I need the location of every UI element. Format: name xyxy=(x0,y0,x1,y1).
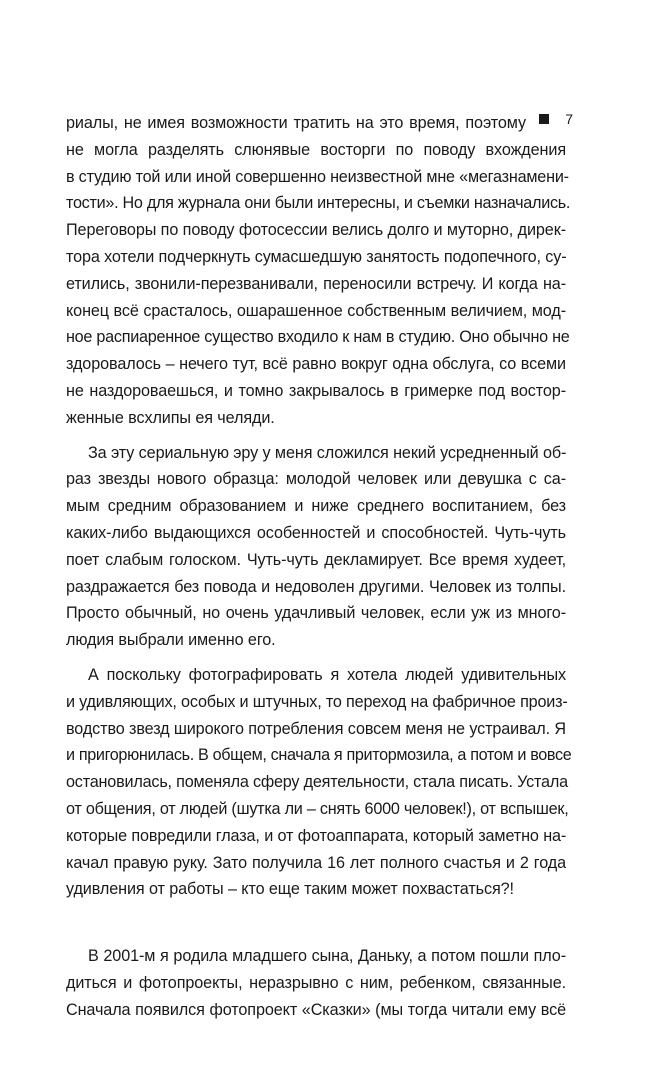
text-line: женные всхлипы ея челяди. xyxy=(66,408,275,427)
text-line: и удивляющих, особых и штучных, то переход на фабричное произ- xyxy=(66,692,568,711)
paragraph-3 xyxy=(66,662,572,903)
text-line: остановилась, поменяла сферу деятельности, стала писать. Устала xyxy=(66,773,568,792)
text-line: людия выбрали именно его. xyxy=(66,631,276,650)
text-line: Переговоры по поводу фотосессии велись долго и муторно, дирек- xyxy=(66,221,566,240)
text-line: удивления от работы – кто еще таким может похвастаться?! xyxy=(66,880,514,899)
paragraph-1 xyxy=(66,110,571,432)
text-line: В 2001-м я родила младшего сына, Даньку, а потом пошли пло- xyxy=(88,947,566,966)
text-line: тости». Но для журнала они были интересны, и съемки назначались. xyxy=(66,194,571,213)
text-line: раздражается без повода и недоволен другими. Человек из толпы. xyxy=(66,577,566,596)
text-line: риалы, не имея возможности тратить на это время, поэтому xyxy=(66,114,526,132)
text-line: в студию той или иной совершенно неизвестной мне «мегазнамени- xyxy=(66,167,569,186)
text-line: раз звезды нового образца: молодой человек или девушка с са- xyxy=(66,470,566,489)
text-line: диться и фотопроекты, неразрывно с ним, ребенком, связанные. xyxy=(66,973,566,992)
text-line: За эту сериальную эру у меня сложился некий усредненный об- xyxy=(88,443,567,462)
text-line: не могла разделять слюнявые восторги по поводу вхождения xyxy=(66,140,566,159)
text-line: и пригорюнилась. В общем, сначала я притормозила, а потом и вовсе xyxy=(66,746,572,765)
text-line: качал правую руку. Зато получила 16 лет полного счастья и 2 года xyxy=(66,853,566,872)
text-line: А поскольку фотографировать я хотела людей удивительных xyxy=(88,665,566,684)
paragraph-2 xyxy=(66,440,566,654)
paragraph-4 xyxy=(66,943,566,1023)
text-line: не наздороваешься, и томно закрывалось в гримерке под востор- xyxy=(66,381,566,400)
text-line: мым средним образованием и ниже среднего воспитанием, без xyxy=(66,497,566,516)
text-line: поет слабым голоском. Чуть-чуть декламирует. Все время худеет, xyxy=(66,550,566,569)
text-line: Просто обычный, но очень удачливый человек, если уж из много- xyxy=(66,604,566,623)
text-line: от общения, от людей (шутка ли – снять 6000 человек!), от вспышек, xyxy=(66,799,569,818)
text-line: водство звезд широкого потребления совсем меня не устраивал. Я xyxy=(66,719,566,738)
text-line: каких-либо выдающихся особенностей и способностей. Чуть-чуть xyxy=(66,523,566,542)
text-line: конец всё срасталось, ошарашенное собственным величием, мод- xyxy=(66,301,566,320)
text-line: етились, звонили-перезванивали, переносили встречу. И когда на- xyxy=(66,274,566,293)
text-line: Сначала появился фотопроект «Сказки» (мы тогда читали ему всё xyxy=(66,1000,566,1019)
text-line: которые повредили глаза, и от фотоаппарата, который заметно на- xyxy=(66,826,567,845)
text-line: ное распиаренное существо входило к нам в студию. Оно обычно не xyxy=(66,328,570,347)
text-line: здоровалось – нечего тут, всё равно вокруг одна обслуга, со всеми xyxy=(66,355,566,374)
page-number: 7 xyxy=(565,111,573,127)
text-line: тора хотели подчеркнуть сумасшедшую занятость подопечного, су- xyxy=(66,247,567,266)
body-text xyxy=(66,110,572,1032)
